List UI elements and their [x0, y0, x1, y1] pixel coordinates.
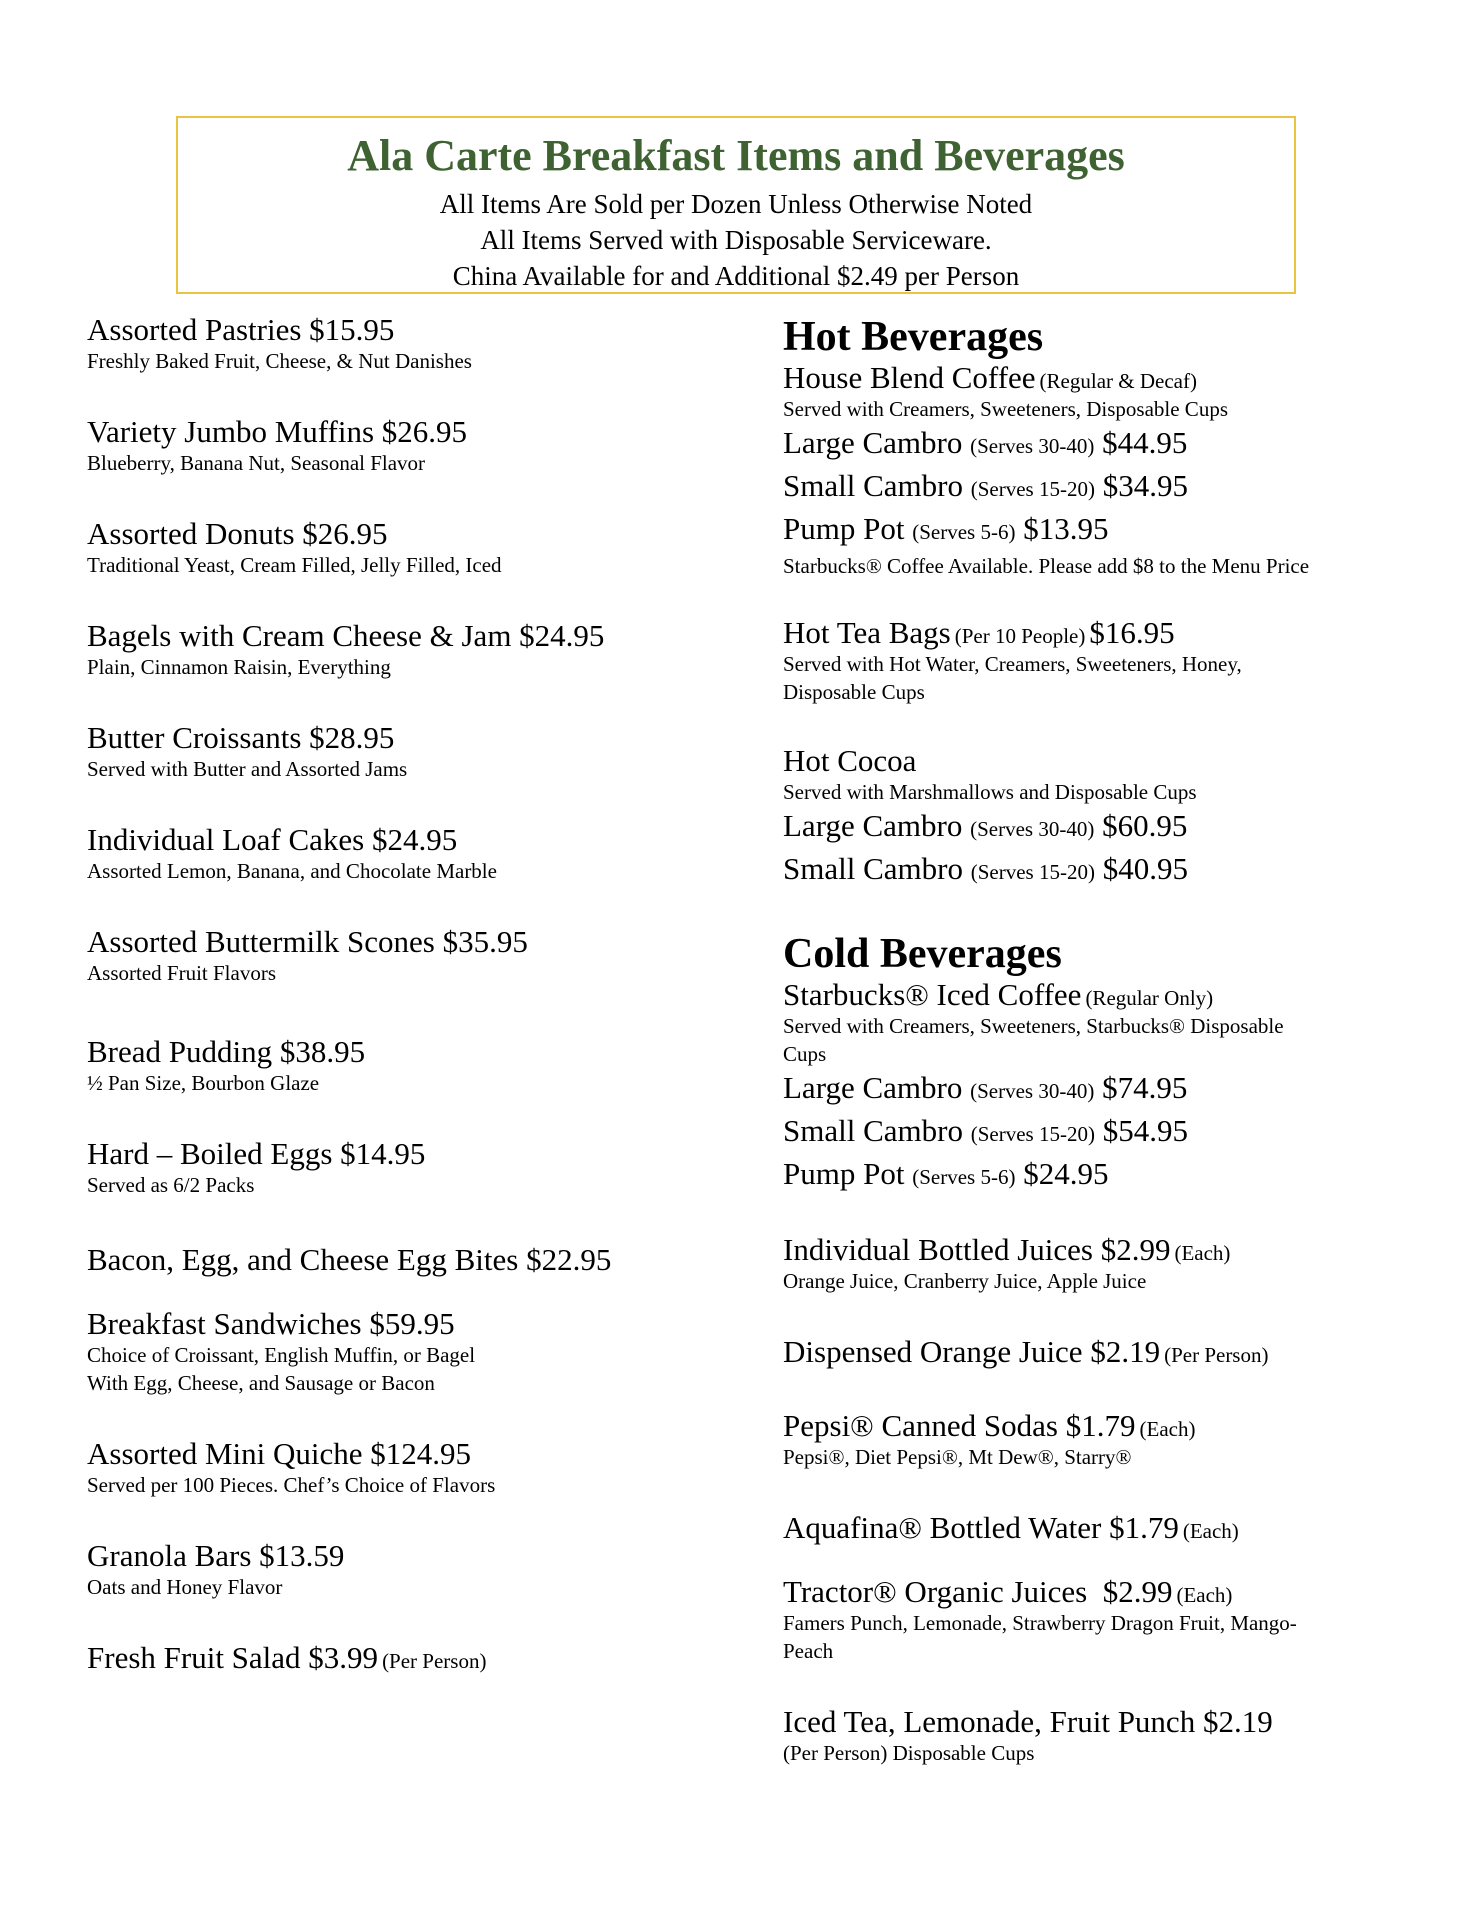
item-description: Oats and Honey Flavor	[87, 1575, 283, 1599]
header-box	[176, 116, 1296, 294]
item-note: (Regular & Decaf)	[1039, 369, 1197, 393]
item-title: Butter Croissants $28.95	[87, 720, 395, 755]
size-option	[783, 806, 1423, 849]
option-price: $74.95	[1102, 1070, 1188, 1105]
option-price: $60.95	[1102, 808, 1188, 843]
menu-item	[87, 925, 737, 987]
item-note: (Each)	[1139, 1417, 1196, 1441]
option-label: Large Cambro	[783, 808, 963, 843]
item-description: Served with Creamers, Sweeteners, Disposable Cups	[783, 397, 1228, 421]
item-note: (Each)	[1176, 1583, 1233, 1607]
menu-item	[87, 823, 737, 885]
option-serves: (Serves 15-20)	[970, 477, 1095, 501]
menu-item	[87, 1437, 737, 1499]
size-option	[783, 466, 1423, 509]
menu-item	[87, 619, 737, 681]
beverages-column	[783, 313, 1423, 1801]
item-title: Iced Tea, Lemonade, Fruit Punch $2.19	[783, 1704, 1273, 1739]
option-price: $54.95	[1102, 1113, 1188, 1148]
menu-item	[87, 415, 737, 477]
option-label: Pump Pot	[783, 511, 905, 546]
item-title: Bacon, Egg, and Cheese Egg Bites $22.95	[87, 1242, 612, 1277]
header-note-2: All Items Served with Disposable Serviceware.	[480, 225, 992, 255]
menu-item	[87, 1137, 737, 1199]
menu-item	[783, 744, 1423, 892]
item-description: Served per 100 Pieces. Chef’s Choice of Flavors	[87, 1473, 496, 1497]
item-description: Served with Creamers, Sweeteners, Starbucks® Disposable	[783, 1014, 1284, 1038]
item-title: Bagels with Cream Cheese & Jam $24.95	[87, 618, 605, 653]
size-option	[783, 1154, 1423, 1197]
menu-item	[783, 1335, 1423, 1369]
item-title: Individual Loaf Cakes $24.95	[87, 822, 458, 857]
menu-item	[783, 1705, 1423, 1767]
item-description: Freshly Baked Fruit, Cheese, & Nut Danishes	[87, 349, 472, 373]
item-title: Dispensed Orange Juice $2.19	[783, 1334, 1161, 1369]
menu-item	[87, 517, 737, 579]
item-title: Breakfast Sandwiches $59.95	[87, 1306, 455, 1341]
option-price: $40.95	[1102, 851, 1188, 886]
size-option	[783, 1111, 1423, 1154]
item-description: Blueberry, Banana Nut, Seasonal Flavor	[87, 451, 426, 475]
item-description: Assorted Lemon, Banana, and Chocolate Marble	[87, 859, 497, 883]
option-price: $34.95	[1102, 468, 1188, 503]
page-title: Ala Carte Breakfast Items and Beverages	[347, 131, 1125, 180]
option-serves: (Serves 5-6)	[912, 520, 1016, 544]
item-description: Served with Butter and Assorted Jams	[87, 757, 408, 781]
section-title-hot: Hot Beverages	[783, 314, 1044, 360]
menu-item	[87, 721, 737, 783]
menu-item	[783, 1409, 1423, 1471]
menu-item	[783, 978, 1423, 1197]
item-title: Assorted Mini Quiche $124.95	[87, 1436, 472, 1471]
item-title: Pepsi® Canned Sodas $1.79	[783, 1408, 1136, 1443]
item-title: Assorted Donuts $26.95	[87, 516, 388, 551]
item-title: Aquafina® Bottled Water $1.79	[783, 1510, 1179, 1545]
menu-item	[87, 1243, 737, 1277]
item-title: Hot Tea Bags	[783, 615, 951, 650]
option-label: Pump Pot	[783, 1156, 905, 1191]
item-description: Traditional Yeast, Cream Filled, Jelly Filled, Iced	[87, 553, 502, 577]
item-description: Famers Punch, Lemonade, Strawberry Dragon Fruit, Mango-	[783, 1611, 1297, 1635]
menu-item	[783, 361, 1423, 580]
menu-item	[783, 616, 1423, 706]
header-note-1: All Items Are Sold per Dozen Unless Otherwise Noted	[439, 189, 1033, 219]
item-description: Served with Hot Water, Creamers, Sweeteners, Honey,	[783, 652, 1242, 676]
option-label: Large Cambro	[783, 425, 963, 460]
item-description: Choice of Croissant, English Muffin, or Bagel	[87, 1343, 476, 1367]
option-serves: (Serves 5-6)	[912, 1165, 1016, 1189]
item-description: (Per Person) Disposable Cups	[783, 1741, 1035, 1765]
breakfast-items-column	[87, 313, 737, 1715]
option-serves: (Serves 30-40)	[970, 817, 1095, 841]
menu-item	[783, 1233, 1423, 1295]
item-title: Fresh Fruit Salad $3.99	[87, 1640, 379, 1675]
option-serves: (Serves 15-20)	[970, 860, 1095, 884]
option-label: Small Cambro	[783, 468, 963, 503]
item-note: (Regular Only)	[1085, 986, 1214, 1010]
size-option	[783, 1068, 1423, 1111]
item-description: With Egg, Cheese, and Sausage or Bacon	[87, 1371, 435, 1395]
header-note-3: China Available for and Additional $2.49 per Person	[452, 261, 1020, 291]
item-description: Peach	[783, 1639, 834, 1663]
menu-item	[87, 1539, 737, 1601]
option-price: $24.95	[1023, 1156, 1109, 1191]
item-title: Assorted Pastries $15.95	[87, 312, 395, 347]
option-serves: (Serves 15-20)	[970, 1122, 1095, 1146]
item-title: House Blend Coffee	[783, 360, 1036, 395]
item-title: Individual Bottled Juices $2.99	[783, 1232, 1171, 1267]
option-price: $13.95	[1023, 511, 1109, 546]
menu-item	[783, 1575, 1423, 1665]
menu-item	[87, 1641, 737, 1675]
item-description: Cups	[783, 1042, 827, 1066]
item-description: Served as 6/2 Packs	[87, 1173, 255, 1197]
option-serves: (Serves 30-40)	[970, 434, 1095, 458]
menu-item	[783, 1511, 1423, 1545]
option-label: Small Cambro	[783, 1113, 963, 1148]
item-title: Assorted Buttermilk Scones $35.95	[87, 924, 528, 959]
section-title-cold: Cold Beverages	[783, 931, 1062, 977]
item-description: Orange Juice, Cranberry Juice, Apple Juice	[783, 1269, 1147, 1293]
item-note: (Per Person)	[1164, 1343, 1269, 1367]
option-label: Small Cambro	[783, 851, 963, 886]
item-title: Bread Pudding $38.95	[87, 1034, 366, 1069]
size-option	[783, 423, 1423, 466]
item-price: $16.95	[1089, 615, 1175, 650]
option-label: Large Cambro	[783, 1070, 963, 1105]
size-option	[783, 849, 1423, 892]
item-title: Starbucks® Iced Coffee	[783, 977, 1082, 1012]
item-note: (Each)	[1182, 1519, 1239, 1543]
menu-item	[87, 1307, 737, 1397]
item-description: Disposable Cups	[783, 680, 925, 704]
item-title: Tractor® Organic Juices $2.99	[783, 1574, 1173, 1609]
menu-item	[87, 1035, 737, 1097]
option-price: $44.95	[1102, 425, 1188, 460]
item-title: Granola Bars $13.59	[87, 1538, 345, 1573]
item-note: (Each)	[1174, 1241, 1231, 1265]
item-title: Variety Jumbo Muffins $26.95	[87, 414, 468, 449]
item-title: Hard – Boiled Eggs $14.95	[87, 1136, 426, 1171]
item-description: Pepsi®, Diet Pepsi®, Mt Dew®, Starry®	[783, 1445, 1132, 1469]
item-description: Served with Marshmallows and Disposable Cups	[783, 780, 1197, 804]
item-description: Assorted Fruit Flavors	[87, 961, 276, 985]
menu-item	[87, 313, 737, 375]
item-description: Plain, Cinnamon Raisin, Everything	[87, 655, 391, 679]
item-title: Hot Cocoa	[783, 743, 917, 778]
option-serves: (Serves 30-40)	[970, 1079, 1095, 1103]
item-note: (Per 10 People)	[954, 624, 1086, 648]
item-note: (Per Person)	[382, 1649, 487, 1673]
item-footnote: Starbucks® Coffee Available. Please add $8 to the Menu Price	[783, 554, 1310, 578]
size-option	[783, 509, 1423, 552]
item-description: ½ Pan Size, Bourbon Glaze	[87, 1071, 320, 1095]
